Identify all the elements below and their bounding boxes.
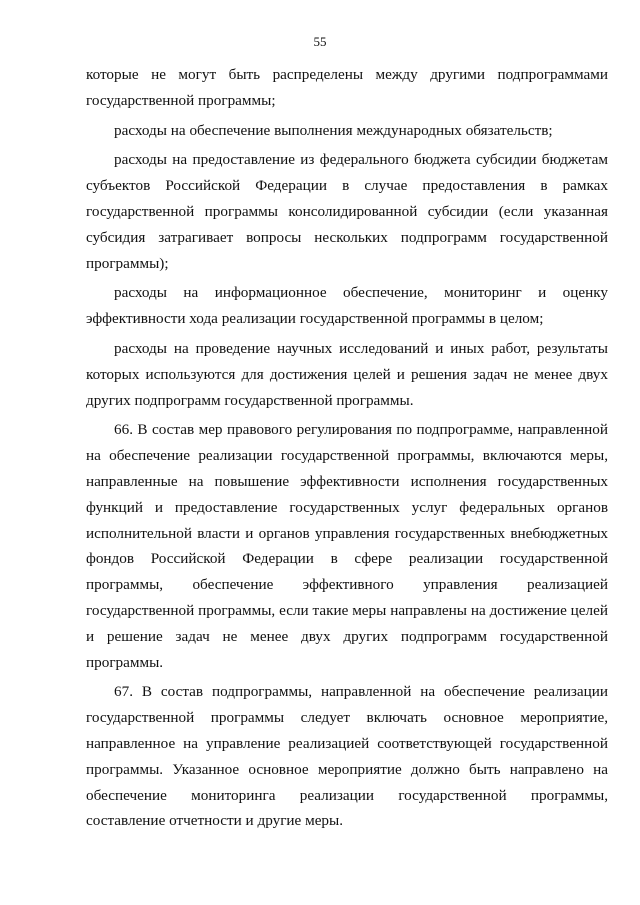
paragraph-2: расходы на обеспечение выполнения международных обязательств; bbox=[114, 121, 553, 139]
page-number: 55 bbox=[313, 34, 327, 49]
paragraph-5: расходы на проведение научных исследований и иных работ, результаты которых используются для достижения целей и решения задач не менее двух других подпрограмм государственной программы. bbox=[86, 339, 608, 409]
paragraph-1: которые не могут быть распределены между другими подпрограммами государственной программы; bbox=[86, 66, 608, 109]
paragraph-67: 67. В состав подпрограммы, направленной на обеспечение реализации государственной программы следует включать основное мероприятие, направленное на управление реализацией соответствующей государственной программы. Указанное основное мероприятие должно быть направлено на обеспечение мониторинга реализации государственной программы, составление отчетности и другие меры. bbox=[86, 683, 608, 830]
paragraph-66: 66. В состав мер правового регулирования по подпрограмме, направленной на обеспечение реализации государственной программы, включаются меры, направленные на повышение эффективности исполнения государственных функций и предоставление государственных услуг федеральных органов исполнительной власти и органов управления государственных внебюджетных фондов Российской Федерации в сфере реализации государственной программы, обеспечение эффективного управления реализацией государственной программы, если такие меры направлены на достижение целей и решение задач не менее двух других подпрограмм государственной программы. bbox=[86, 421, 608, 671]
paragraph-3: расходы на предоставление из федерального бюджета субсидии бюджетам субъектов Российской Федерации в случае предоставления в рамках государственной программы консолидированной субсидии (если указанная субсидия затрагивает вопросы нескольких подпрограмм государственной программы); bbox=[86, 151, 608, 272]
paragraph-4: расходы на информационное обеспечение, мониторинг и оценку эффективности хода реализации государственной программы в целом; bbox=[86, 284, 608, 328]
document-body bbox=[86, 62, 608, 838]
